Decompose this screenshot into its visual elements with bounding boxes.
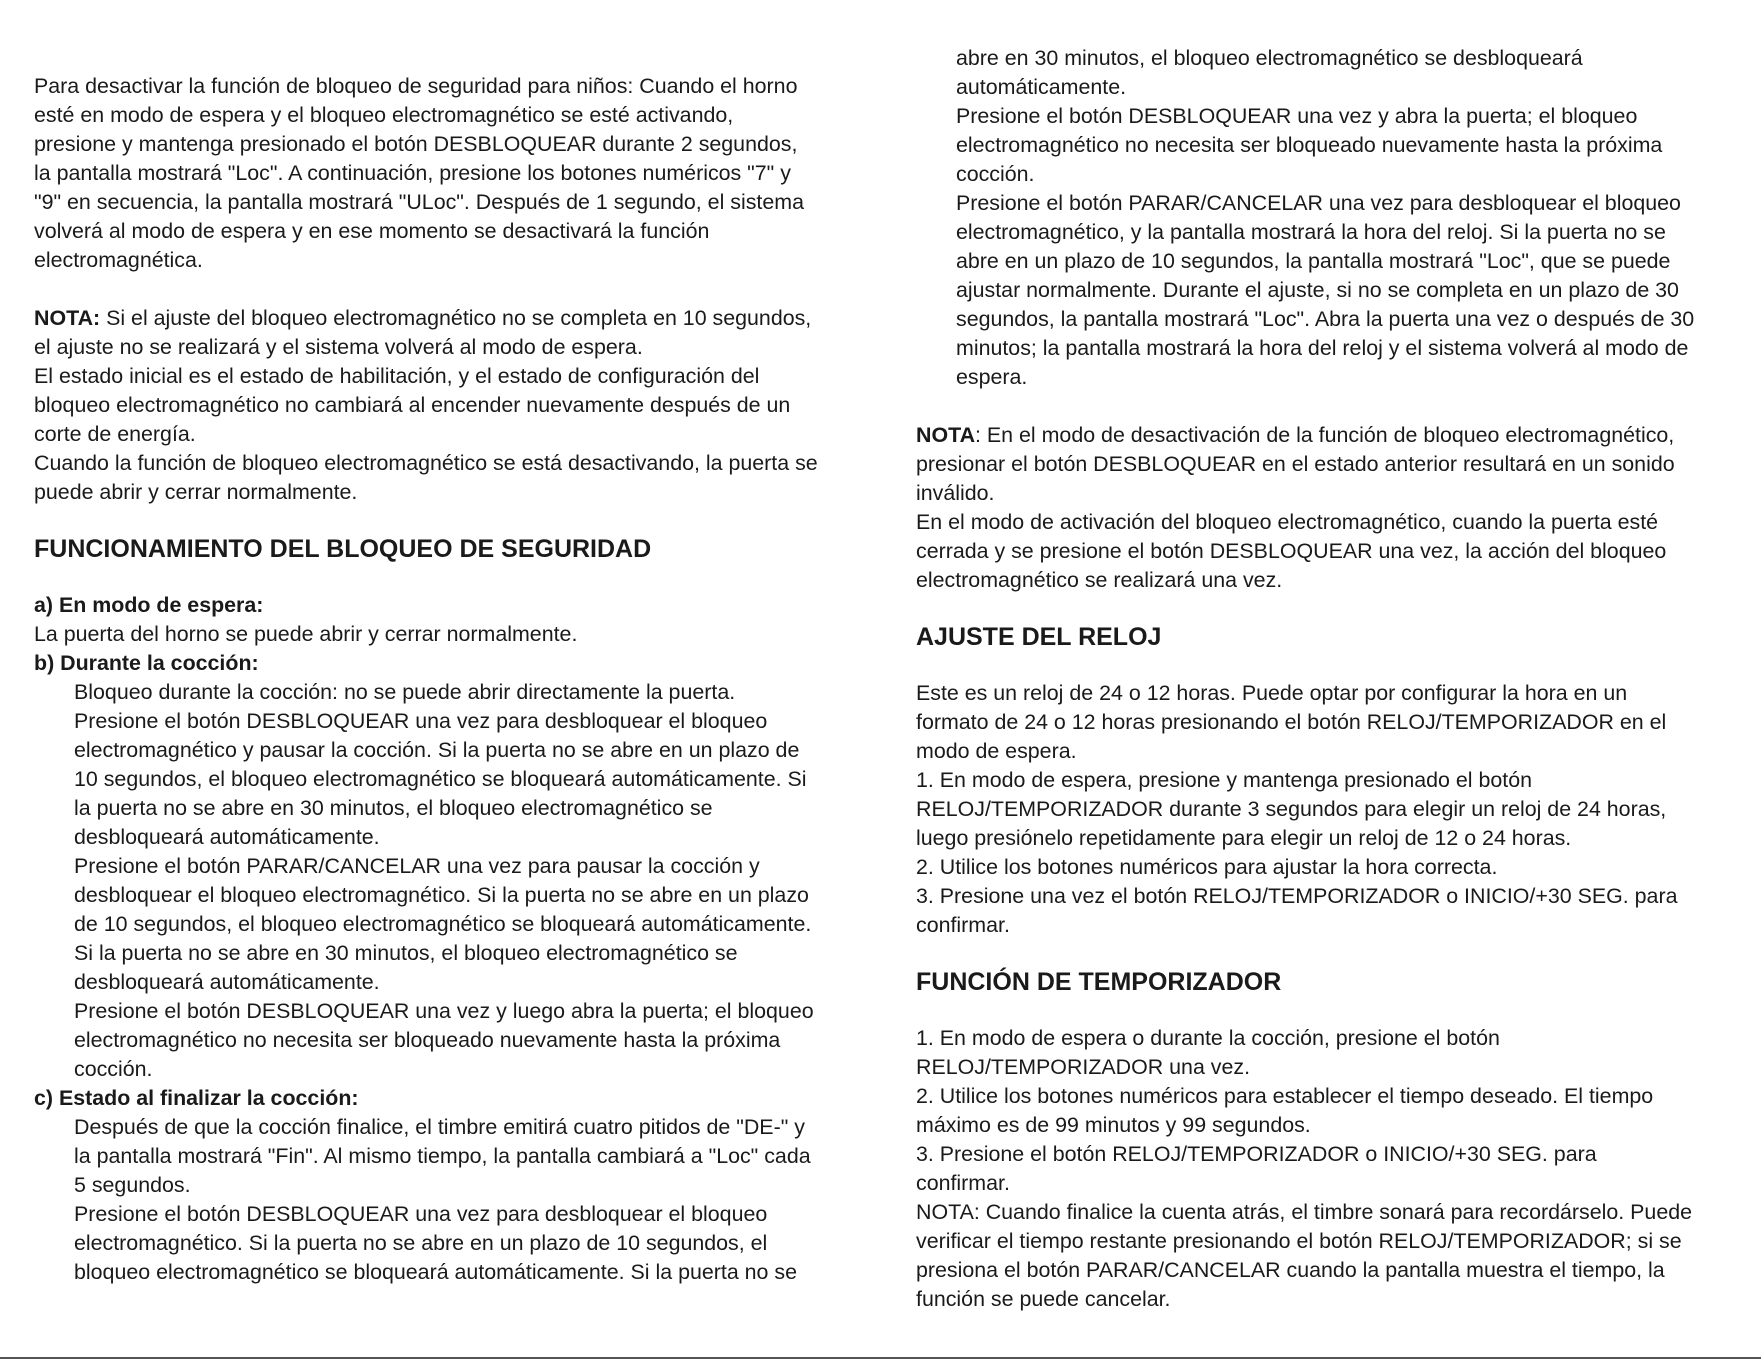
spacer (916, 595, 1746, 622)
spacer (916, 940, 1746, 967)
during-cooking-text: Bloqueo durante la cocción: no se puede abrir directamente la puerta. Presione el botón DESBLOQUEAR una vez para desbloquear el bloqueo electromagnético y pausar la cocción. Si la puerta no se abre en un plazo de 10 segundos, el bloqueo electromagnético se bloqueará automáticamente. Si la puerta no se abre en 30 minutos, el bloqueo electromagnético se desbloqueará automáticamente. Presione el botón PARAR/CANCELAR una vez para pausar la cocción y desbloquear el bloqueo electromagnético. Si la puerta no se abre en un plazo de 10 segundos, el bloqueo electromagnético se bloqueará automáticamente. Si la puerta no se abre en 30 minutos, el bloqueo electromagnético se desbloqueará automáticamente. Presione el botón DESBLOQUEAR una vez y luego abra la puerta; el bloqueo electromagnético no necesita ser bloqueado nuevamente hasta la próxima cocción. (74, 680, 814, 1081)
note-label-right: NOTA (916, 423, 976, 447)
note-label: NOTA: (34, 306, 101, 330)
right-column (916, 44, 1746, 1314)
section-heading-timer: FUNCIÓN DE TEMPORIZADOR (916, 968, 1282, 996)
intro-paragraph: Para desactivar la función de bloqueo de seguridad para niños: Cuando el horno esté en modo de espera y el bloqueo electromagnético se esté activando, presione y mantenga presionado el botón DESBLOQUEAR durante 2 segundos, la pantalla mostrará "Loc". A continuación, presione los botones numéricos "7" y "9" en secuencia, la pantalla mostrará "ULoc". Después de 1 segundo, el sistema volverá al modo de espera y en ese momento se desactivará la función electromagnética. (34, 74, 804, 272)
subheading-end-of-cooking: c) Estado al finalizar la cocción: (34, 1086, 359, 1110)
note-text-right: : En el modo de desactivación de la función de bloqueo electromagnético, presionar el botón DESBLOQUEAR en el estado anterior resultará en un sonido inválido. En el modo de activación del bloqueo electromagnético, cuando la puerta esté cerrada y se presione el botón DESBLOQUEAR una vez, la acción del bloqueo electromagnético se realizará una vez. (916, 423, 1675, 592)
timer-text: 1. En modo de espera o durante la cocción, presione el botón RELOJ/TEMPORIZADOR una vez. 2. Utilice los botones numéricos para establecer el tiempo deseado. El tiempo máximo es de 99 minutos y 99 segundos. 3. Presione el botón RELOJ/TEMPORIZADOR o INICIO/+30 SEG. para confirmar. NOTA: Cuando finalice la cuenta atrás, el timbre sonará para recordárselo. Puede verificar el tiempo restante presionando el botón RELOJ/TEMPORIZADOR; si se presiona el botón PARAR/CANCELAR cuando la pantalla muestra el tiempo, la función se puede cancelar. (916, 1026, 1693, 1311)
subheading-during-cooking: b) Durante la cocción: (34, 651, 259, 675)
spacer (34, 275, 864, 304)
subheading-standby: a) En modo de espera: (34, 593, 264, 617)
note-paragraph (34, 304, 864, 507)
spacer (34, 507, 864, 534)
spacer (916, 652, 1746, 679)
left-column (34, 72, 864, 1287)
page-bottom-divider (0, 1357, 1761, 1359)
spacer (916, 997, 1746, 1024)
clock-text: Este es un reloj de 24 o 12 horas. Puede optar por configurar la hora en un formato de 24 o 12 horas presionando el botón RELOJ/TEMPORIZADOR en el modo de espera. 1. En modo de espera, presione y mantenga presionado el botón RELOJ/TEMPORIZADOR durante 3 segundos para elegir un reloj de 24 horas, luego presiónelo repetidamente para elegir un reloj de 12 o 24 horas. 2. Utilice los botones numéricos para ajustar la hora correcta. 3. Presione una vez el botón RELOJ/TEMPORIZADOR o INICIO/+30 SEG. para confirmar. (916, 681, 1678, 937)
section-heading-clock: AJUSTE DEL RELOJ (916, 623, 1162, 651)
spacer (34, 564, 864, 591)
end-of-cooking-text: Después de que la cocción finalice, el timbre emitirá cuatro pitidos de "DE-" y la pantalla mostrará "Fin". Al mismo tiempo, la pantalla cambiará a "Loc" cada 5 segundos. Presione el botón DESBLOQUEAR una vez para desbloquear el bloqueo electromagnético. Si la puerta no se abre en un plazo de 10 segundos, el bloqueo electromagnético se bloqueará automáticamente. Si la puerta no se (74, 1115, 811, 1284)
note-paragraph-right (916, 421, 1746, 595)
note-text: Si el ajuste del bloqueo electromagnético no se completa en 10 segundos, el ajuste no se realizará y el sistema volverá al modo de espera. El estado inicial es el estado de habilitación, y el estado de configuración del bloqueo electromagnético no cambiará al encender nuevamente después de un corte de energía. Cuando la función de bloqueo electromagnético se está desactivando, la puerta se puede abrir y cerrar normalmente. (34, 306, 818, 504)
standby-text: La puerta del horno se puede abrir y cerrar normalmente. (34, 622, 578, 646)
section-heading-safety-lock: FUNCIONAMIENTO DEL BLOQUEO DE SEGURIDAD (34, 535, 652, 563)
end-of-cooking-text-continued: abre en 30 minutos, el bloqueo electromagnético se desbloqueará automáticamente. Presione el botón DESBLOQUEAR una vez y abra la puerta; el bloqueo electromagnético no necesita ser bloqueado nuevamente hasta la próxima cocción. Presione el botón PARAR/CANCELAR una vez para desbloquear el bloqueo electromagnético, y la pantalla mostrará la hora del reloj. Si la puerta no se abre en un plazo de 10 segundos, la pantalla mostrará "Loc", que se puede ajustar normalmente. Durante el ajuste, si no se completa en un plazo de 30 segundos, la pantalla mostrará "Loc". Abra la puerta una vez o después de 30 minutos; la pantalla mostrará la hora del reloj y el sistema volverá al modo de espera. (956, 46, 1695, 389)
spacer (916, 392, 1746, 421)
